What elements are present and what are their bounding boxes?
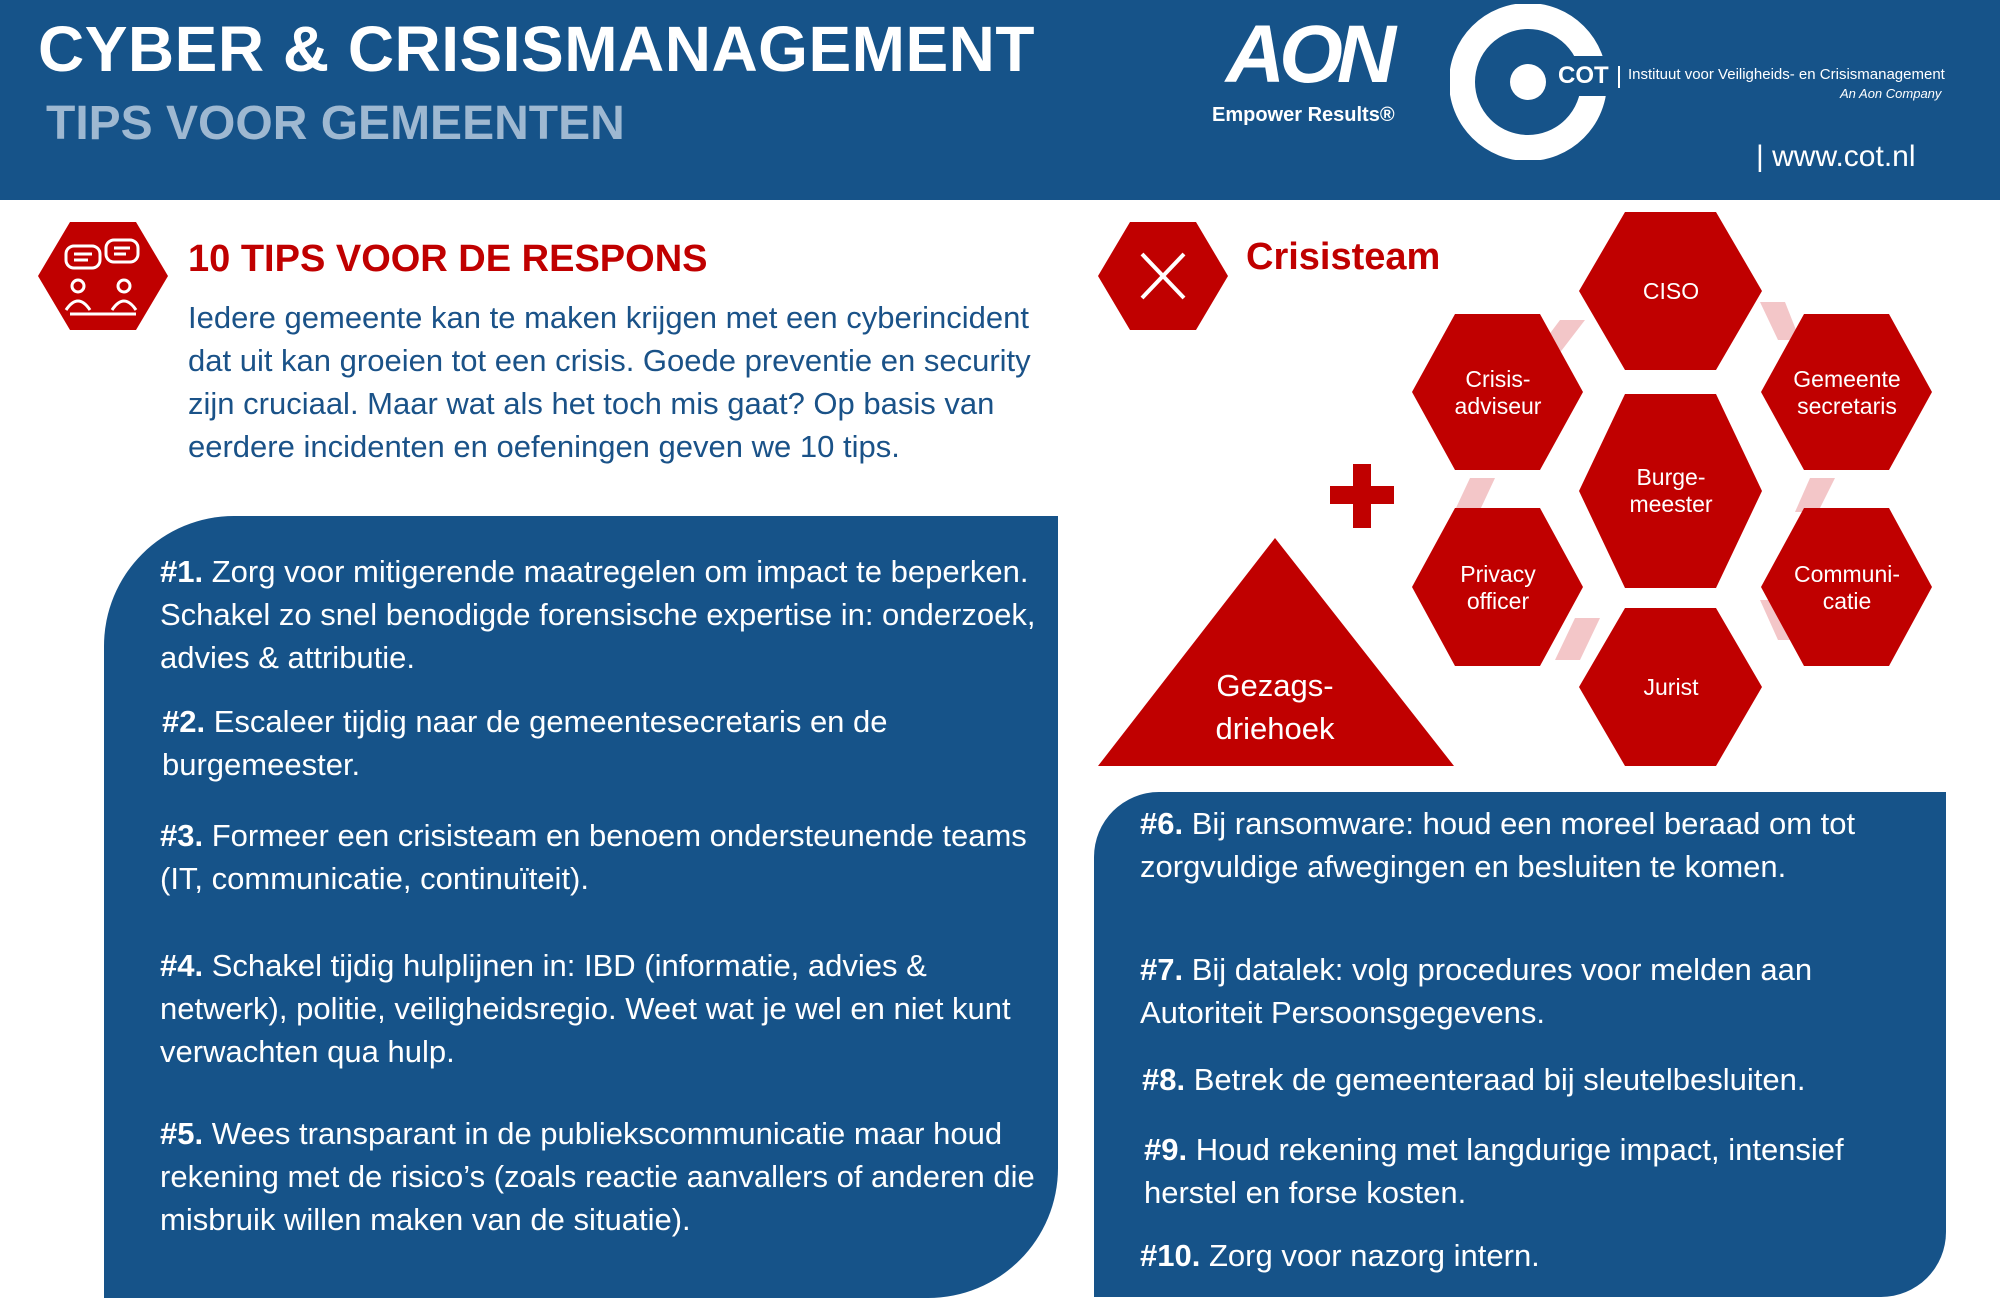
tip-number: #3. <box>160 818 204 853</box>
tip-number: #10. <box>1140 1238 1201 1273</box>
tip-7 <box>1140 948 1940 1034</box>
page-title: CYBER & CRISISMANAGEMENT <box>38 13 1035 85</box>
tip-number: #6. <box>1140 806 1184 841</box>
role-jurist: Jurist <box>1643 674 1699 700</box>
cot-separator <box>1618 66 1620 88</box>
plus-icon <box>1330 464 1394 528</box>
role-communicatie: Communi- catie <box>1793 561 1901 614</box>
role-burgemeester: Burge- meester <box>1629 464 1713 517</box>
tip-number: #2. <box>162 704 206 739</box>
website-link[interactable]: | www.cot.nl <box>1756 140 1916 173</box>
tip-5 <box>160 1112 1040 1241</box>
tip-number: #5. <box>160 1116 204 1151</box>
tip-text: Zorg voor mitigerende maatregelen om impact te beperken. Schakel zo snel benodigde forensische expertise in: onderzoek, advies & attributie. <box>160 554 1036 675</box>
tip-10 <box>1140 1234 1940 1277</box>
aon-tagline: Empower Results® <box>1212 104 1395 126</box>
tip-number: #9. <box>1144 1132 1188 1167</box>
cot-company: An Aon Company <box>1840 86 1942 101</box>
crisisteam-heading: Crisisteam <box>1246 236 1441 278</box>
tip-text: Bij ransomware: houd een moreel beraad om tot zorgvuldige afwegingen en besluiten te komen. <box>1140 806 1856 884</box>
role-crisisadviseur: Crisis- adviseur <box>1454 366 1542 419</box>
tip-2 <box>162 700 982 786</box>
cot-name: COT <box>1558 62 1609 89</box>
aon-logo[interactable] <box>1208 14 1408 94</box>
role-ciso: CISO <box>1642 278 1700 304</box>
response-heading: 10 TIPS VOOR DE RESPONS <box>188 238 708 280</box>
intro-text: Iedere gemeente kan te maken krijgen met een cyberincident dat uit kan groeien tot een crisis. Goede preventie en security zijn cruciaal. Maar wat als het toch mis gaat? Op basis van eerdere incidenten en oefeningen geven we 10 tips. <box>188 300 1031 464</box>
tip-number: #1. <box>160 554 204 589</box>
tip-text: Schakel tijdig hulplijnen in: IBD (informatie, advies & netwerk), politie, veiligheidsregio. Weet wat je wel en niet kunt verwachten qua hulp. <box>160 948 1011 1069</box>
cot-institute: Instituut voor Veiligheids- en Crisismanagement <box>1628 66 1945 83</box>
tip-number: #4. <box>160 948 204 983</box>
tip-number: #8. <box>1142 1062 1186 1097</box>
tip-8 <box>1142 1058 1942 1101</box>
tip-text: Betrek de gemeenteraad bij sleutelbesluiten. <box>1193 1062 1806 1097</box>
tip-6 <box>1140 802 1940 888</box>
tip-text: Wees transparant in de publiekscommunicatie maar houd rekening met de risico’s (zoals reactie aanvallers of anderen die misbruik willen maken van de situatie). <box>160 1116 1035 1237</box>
tip-text: Escaleer tijdig naar de gemeentesecretaris en de burgemeester. <box>162 704 888 782</box>
tip-4 <box>160 944 1040 1073</box>
tip-text: Houd rekening met langdurige impact, intensief herstel en forse kosten. <box>1144 1132 1844 1210</box>
people-chat-icon <box>36 220 170 332</box>
tip-text: Formeer een crisisteam en benoem ondersteunende teams (IT, communicatie, continuïteit). <box>160 818 1027 896</box>
tip-9 <box>1144 1128 1944 1214</box>
tip-text: Bij datalek: volg procedures voor melden aan Autoriteit Persoonsgegevens. <box>1140 952 1813 1030</box>
role-gemeentesecretaris: Gemeente secretaris <box>1793 366 1901 419</box>
tip-number: #7. <box>1140 952 1184 987</box>
tip-text: Zorg voor nazorg intern. <box>1208 1238 1540 1273</box>
role-privacy-officer: Privacy officer <box>1460 561 1536 614</box>
tip-3 <box>160 814 1060 900</box>
tip-1 <box>160 550 1040 679</box>
page-subtitle: TIPS VOOR GEMEENTEN <box>46 97 625 150</box>
gezagsdriehoek-label: Gezags- driehoek <box>1215 668 1335 746</box>
aon-logo-text: AON <box>1225 14 1391 94</box>
